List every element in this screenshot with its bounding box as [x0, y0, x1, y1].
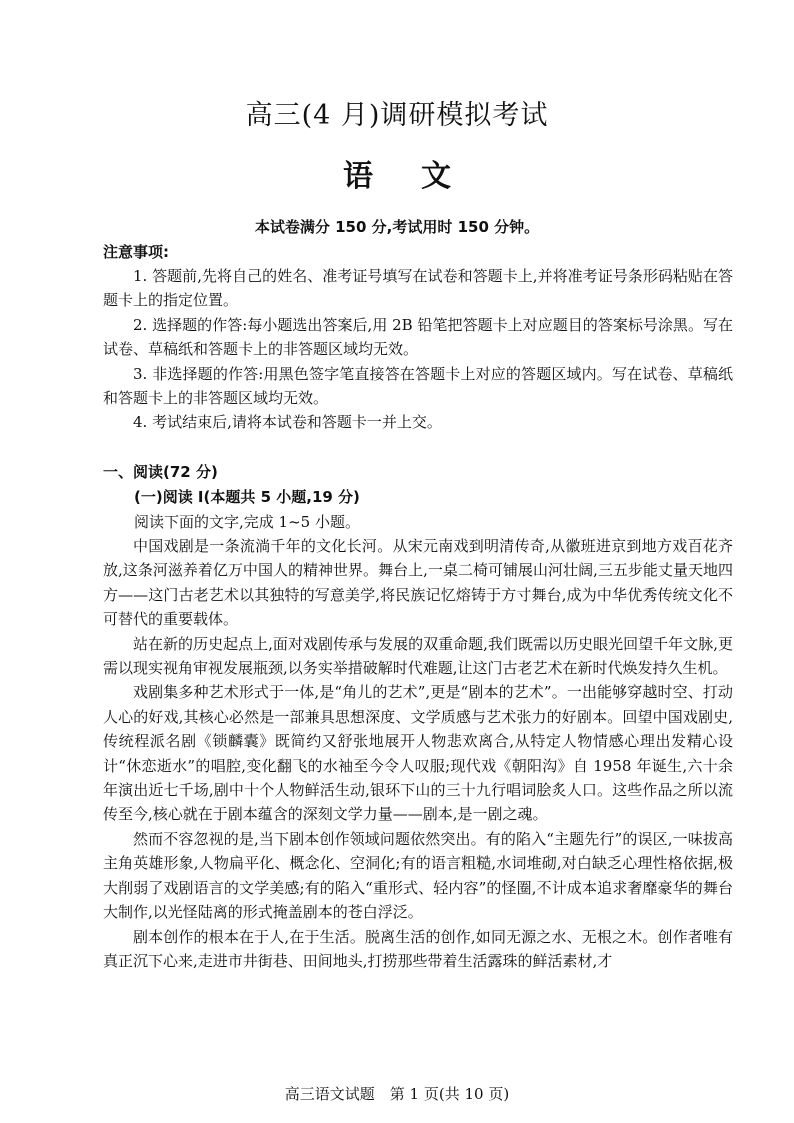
subject-char-1: 语: [343, 159, 373, 194]
exam-title: 高三(4 月)调研模拟考试: [245, 100, 549, 131]
reading-instruction: 阅读下面的文字,完成 1~5 小题。: [134, 513, 360, 531]
page-footer: 高三语文试题 第 1 页(共 10 页): [284, 1085, 510, 1103]
note-item-4: 4. 考试结束后,请将本试卷和答题卡一并上交。: [133, 413, 442, 432]
passage-paragraph-4: 然而不容忽视的是,当下剧本创作领域问题依然突出。有的陷入“主题先行”的误区,一味拔高主角英雄形象,人物扁平化、概念化、空洞化;有的语言粗糙,水词堆砌,对白缺乏心理性格依据,极大削弱了戏剧语言的文学美感;有的陷入“重形式、轻内容”的怪圈,不计成本追求奢靡豪华的舞台大制作,以光怪陆离的形式掩盖剧本的苍白浮泛。: [103, 829, 733, 922]
passage-paragraph-2: 站在新的历史起点上,面对戏剧传承与发展的双重命题,我们既需以历史眼光回望千年文脉,更需以现实视角审视发展瓶颈,以务实举措破解时代难题,让这门古老艺术在新时代焕发持久生机。: [103, 634, 733, 678]
subject-title: [0, 155, 794, 199]
reading-passage: [103, 534, 733, 973]
passage-paragraph-1: 中国戏剧是一条流淌千年的文化长河。从宋元南戏到明清传奇,从徽班进京到地方戏百花齐放,这条河滋养着亿万中国人的精神世界。舞台上,一桌二椅可铺展山河壮阔,三五步能丈量天地四方——这门古老艺术以其独特的写意美学,将民族记忆熔铸于方寸舞台,成为中华优秀传统文化不可替代的重要载体。: [103, 537, 733, 629]
section-subheading: (一)阅读 Ⅰ(本题共 5 小题,19 分): [134, 488, 360, 506]
note-item-2: 2. 选择题的作答:每小题选出答案后,用 2B 铅笔把答题卡上对应题目的答案标号涂黑。写在试卷、草稿纸和答题卡上的非答题区域均无效。: [103, 315, 733, 359]
note-item-1: 1. 答题前,先将自己的姓名、准考证号填写在试卷和答题卡上,并将准考证号条形码粘贴在答题卡上的指定位置。: [103, 267, 733, 310]
note-item-3: 3. 非选择题的作答:用黑色签字笔直接答在答题卡上对应的答题区域内。写在试卷、草稿纸和答题卡上的非答题区域均无效。: [103, 364, 733, 408]
passage-paragraph-3: 戏剧集多种艺术形式于一体,是“角儿的艺术”,更是“剧本的艺术”。一出能够穿越时空、打动人心的好戏,其核心必然是一部兼具思想深度、文学质感与艺术张力的好剧本。回望中国戏剧史,传统程派名剧《锁麟囊》既简约又舒张地展开人物悲欢离合,从特定人物情感心理出发精心设计“休恋逝水”的唱腔,变化翻飞的水袖至今令人叹服;现代戏《朝阳沟》自 1958 年诞生,六十余年演出近七千场,剧中十个人物鲜活生动,银环下山的三十九行唱词脍炙人口。这些作品之所以流传至今,核心就在于剧本蕴含的深刻文学力量——剧本,是一剧之魂。: [103, 683, 733, 824]
notes-list: [103, 264, 733, 435]
section-heading: 一、阅读(72 分): [103, 463, 218, 481]
exam-info: 本试卷满分 150 分,考试用时 150 分钟。: [254, 218, 540, 236]
notes-heading: 注意事项:: [103, 243, 169, 261]
passage-paragraph-5: 剧本创作的根本在于人,在于生活。脱离生活的创作,如同无源之水、无根之木。创作者唯有真正沉下心来,走进市井街巷、田间地头,打捞那些带着生活露珠的鲜活素材,才: [103, 927, 733, 970]
subject-char-2: 文: [421, 159, 451, 194]
